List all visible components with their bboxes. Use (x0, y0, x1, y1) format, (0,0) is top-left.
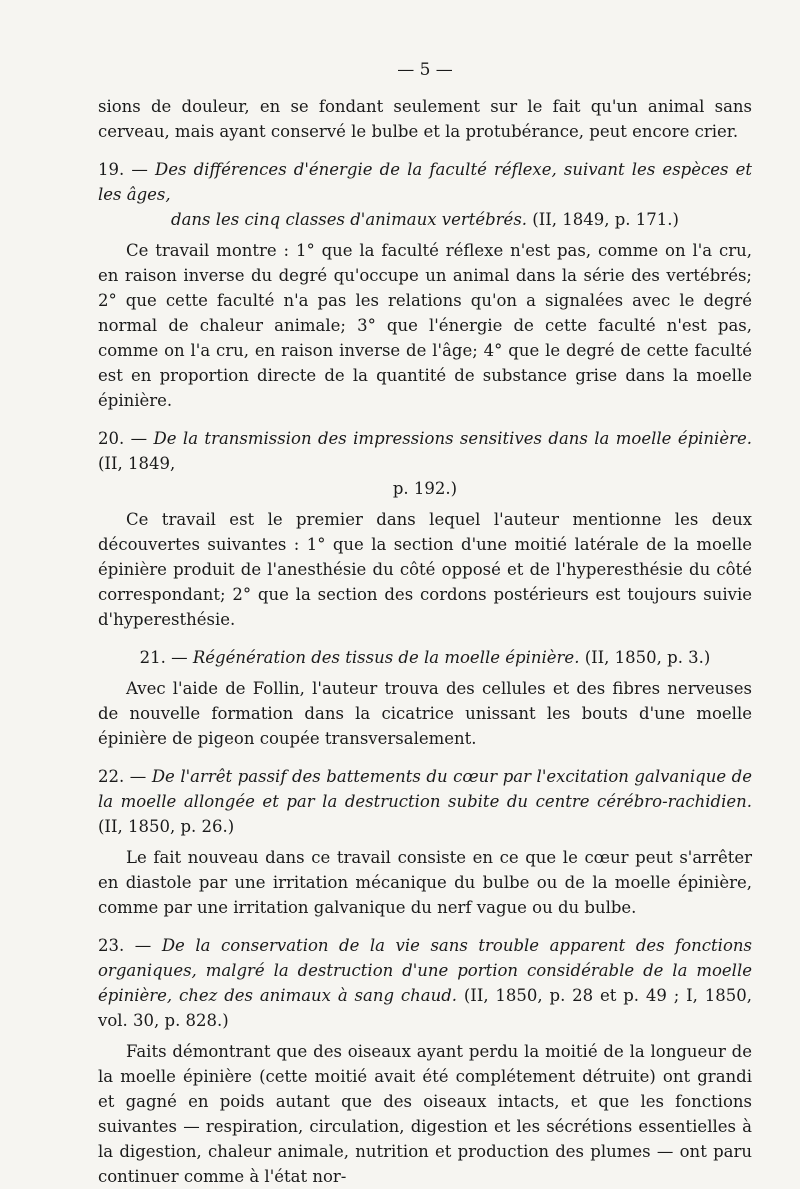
entry-number: 23. — (98, 936, 152, 955)
entry-heading (98, 645, 752, 670)
entry-20 (98, 426, 752, 632)
continued-paragraph: sions de douleur, en se fondant seulement sur le fait qu'un animal sans cerveau, mais ayant conservé le bulbe et la protubérance, peut encore crier. (98, 97, 752, 141)
entry-body: Le fait nouveau dans ce travail consiste en ce que le cœur peut s'arrêter en diastole par une irritation mécanique du bulbe ou de la moelle épinière, comme par une irritation galvanique du nerf vague ou du bulbe. (98, 848, 752, 917)
entry-body: Ce travail montre : 1° que la faculté réflexe n'est pas, comme on l'a cru, en raison inverse du degré qu'occupe un animal dans la série des vertébrés; 2° que cette faculté n'a pas les relations qu'on a signalées avec le degré normal de chaleur animale; 3° que l'énergie de cette faculté n'est pas, comme on l'a cru, en raison inverse de l'âge; 4° que le degré de cette faculté est en proportion directe de la quantité de substance grise dans la moelle épinière. (98, 241, 752, 410)
entry-22 (98, 764, 752, 920)
entry-title: De l'arrêt passif des battements du cœur par l'excitation galvanique de la moelle allongée et par la destruction subite du centre cérébro-rachidien. (98, 767, 752, 811)
entry-23 (98, 933, 752, 1189)
entry-title: De la transmission des impressions sensitives dans la moelle épinière. (153, 429, 752, 448)
entry-heading (98, 764, 752, 839)
entry-body: Avec l'aide de Follin, l'auteur trouva des cellules et des fibres nerveuses de nouvelle formation dans la cicatrice unissant les bouts d'une moelle épinière de pigeon coupée transversalement. (98, 679, 752, 748)
entry-body: Ce travail est le premier dans lequel l'auteur mentionne les deux découvertes suivantes : 1° que la section d'une moitié latérale de la moelle épinière produit de l'anesthésie du côté opposé et de l'hyperesthésie du côté correspondant; 2° que la section des cordons postérieurs est toujours suivie d'hyperesthésie. (98, 510, 752, 629)
entry-heading (98, 157, 752, 232)
entry-reference: (II, 1849, (98, 454, 176, 473)
entry-title: De la conservation de la vie sans trouble apparent des fonctions organiques, malgré la destruction d'une portion considérable de la moelle épinière, chez des animaux à sang chaud. (98, 936, 752, 1005)
entry-reference: (II, 1850, p. 3.) (584, 648, 711, 667)
entry-number: 21. — (139, 648, 188, 667)
entry-reference: (II, 1850, p. 26.) (98, 817, 235, 836)
entry-title: Des différences d'énergie de la faculté réflexe, suivant les espèces et les âges, (98, 160, 752, 204)
entry-21 (98, 645, 752, 751)
entry-title: Régénération des tissus de la moelle épinière. (192, 648, 580, 667)
page-number: — 5 — (397, 60, 453, 80)
entry-number: 20. — (98, 429, 148, 448)
entry-reference: (II, 1849, p. 171.) (532, 210, 679, 229)
entry-body: Faits démontrant que des oiseaux ayant perdu la moitié de la longueur de la moelle épinière (cette moitié avait été complétement détruite) ont grandi et gagné en poids autant que des oiseaux intacts, et que les fonctions suivantes — respiration, circulation, digestion et les sécrétions essentielles à la digestion, chaleur animale, nutrition et production des plumes — ont paru continuer comme à l'état nor- (98, 1042, 752, 1186)
entry-reference-continued: p. 192.) (392, 479, 458, 498)
entry-title-continued: dans les cinq classes d'animaux vertébrés. (171, 210, 528, 229)
entry-19 (98, 157, 752, 413)
entry-title-line-2 (98, 207, 752, 232)
entry-heading (98, 933, 752, 1033)
entry-heading (98, 426, 752, 501)
entry-reference: (II, 1850, p. 28 et p. 49 ; I, 1850, vol. 30, p. 828.) (98, 986, 752, 1030)
entry-number: 22. — (98, 767, 147, 786)
entry-number: 19. — (98, 160, 148, 179)
